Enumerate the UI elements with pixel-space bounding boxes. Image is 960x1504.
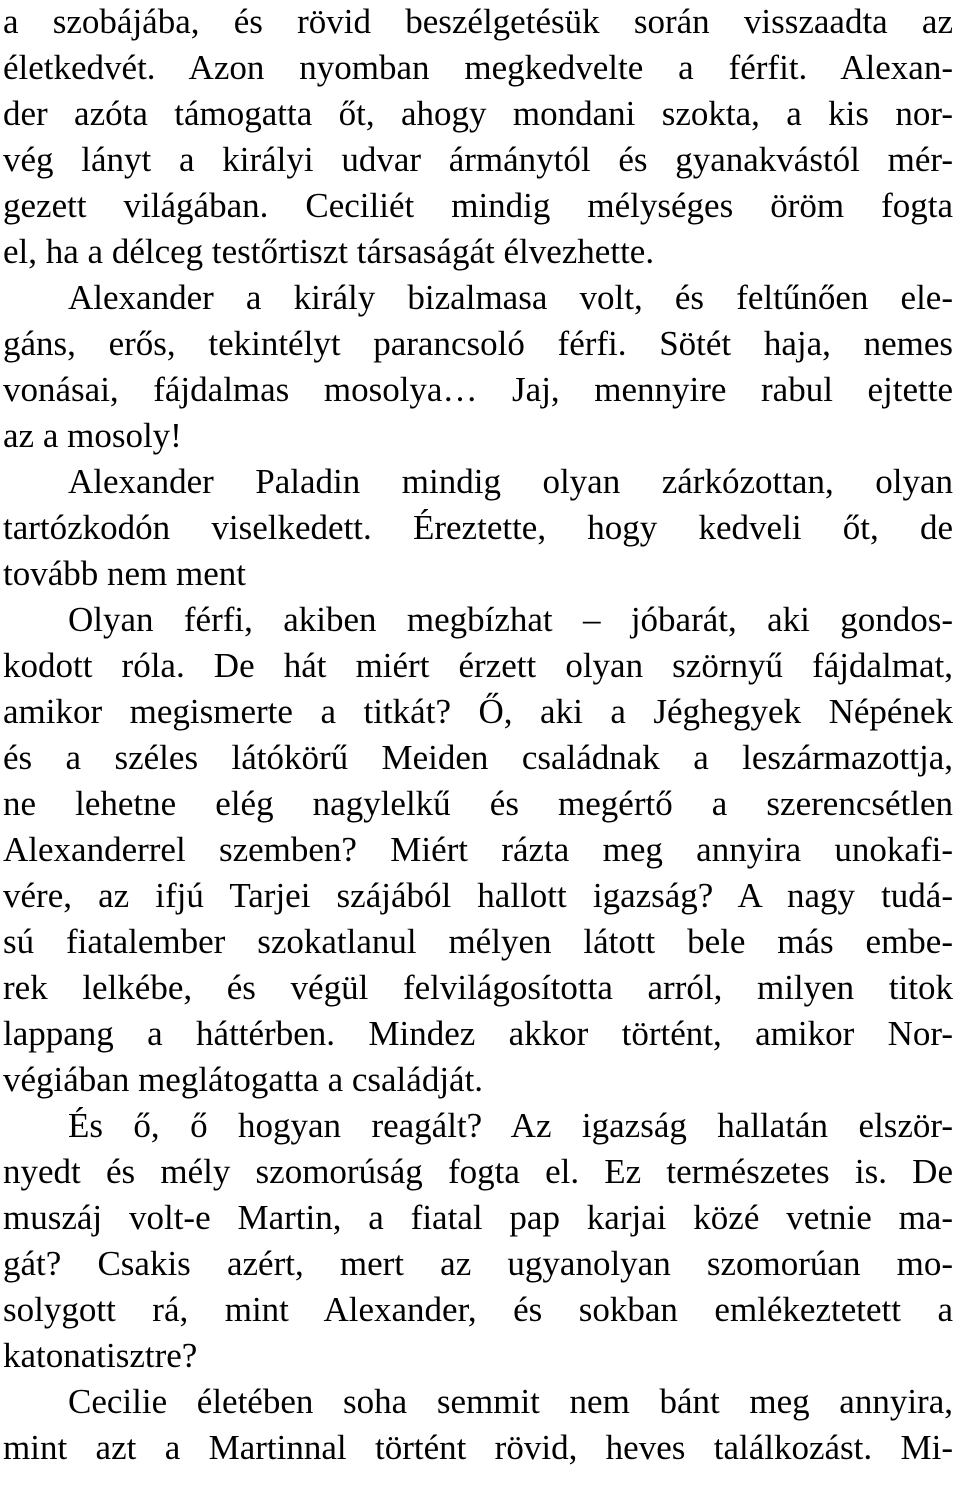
text-line: sú fiatalember szokatlanul mélyen látott bele más embe- bbox=[3, 922, 953, 961]
text-line: tartózkodón viselkedett. Éreztette, hogy kedveli őt, de bbox=[3, 508, 953, 547]
text-line: gát? Csakis azért, mert az ugyanolyan szomorúan mo- bbox=[3, 1244, 953, 1283]
text-line: ne lehetne elég nagylelkű és megértő a szerencsétlen bbox=[3, 784, 953, 823]
text-line: vég lányt a királyi udvar ármánytól és gyanakvástól mér- bbox=[3, 140, 953, 179]
text-line: amikor megismerte a titkát? Ő, aki a Jéghegyek Népének bbox=[3, 692, 953, 731]
text-line: muszáj volt-e Martin, a fiatal pap karjai közé vetnie ma- bbox=[3, 1198, 953, 1237]
text-line: Alexander Paladin mindig olyan zárkózottan, olyan bbox=[68, 462, 953, 501]
text-line: gáns, erős, tekintélyt parancsoló férfi. Sötét haja, nemes bbox=[3, 324, 953, 363]
text-line: solygott rá, mint Alexander, és sokban emlékeztetett a bbox=[3, 1290, 953, 1329]
text-line: nyedt és mély szomorúság fogta el. Ez természetes is. De bbox=[3, 1152, 953, 1191]
text-line: Olyan férfi, akiben megbízhat – jóbarát, aki gondos- bbox=[68, 600, 953, 639]
text-line: Cecilie életében soha semmit nem bánt meg annyira, bbox=[68, 1382, 953, 1421]
text-line: életkedvét. Azon nyomban megkedvelte a férfit. Alexan- bbox=[3, 48, 953, 87]
text-line: gezett világában. Ceciliét mindig mélységes öröm fogta bbox=[3, 186, 953, 225]
text-line: az a mosoly! bbox=[3, 416, 182, 455]
text-line: rek lelkébe, és végül felvilágosította arról, milyen titok bbox=[3, 968, 953, 1007]
text-line: vonásai, fájdalmas mosolya… Jaj, mennyire rabul ejtette bbox=[3, 370, 953, 409]
text-line: tovább nem ment bbox=[3, 554, 247, 593]
text-line: lappang a háttérben. Mindez akkor történt, amikor Nor- bbox=[3, 1014, 953, 1053]
text-line: Alexander a király bizalmasa volt, és feltűnően ele- bbox=[68, 278, 953, 317]
text-line: mint azt a Martinnal történt rövid, heves találkozást. Mi- bbox=[3, 1428, 953, 1467]
text-line: és a széles látókörű Meiden családnak a leszármazottja, bbox=[3, 738, 953, 777]
text-line: el, ha a délceg testőrtiszt társaságát élvezhette. bbox=[3, 232, 655, 271]
text-line: der azóta támogatta őt, ahogy mondani szokta, a kis nor- bbox=[3, 94, 953, 133]
text-line: kodott róla. De hát miért érzett olyan szörnyű fájdalmat, bbox=[3, 646, 953, 685]
text-line: a szobájába, és rövid beszélgetésük során visszaadta az bbox=[3, 2, 953, 41]
text-line: végiában meglátogatta a családját. bbox=[3, 1060, 484, 1099]
text-line: Alexanderrel szemben? Miért rázta meg annyira unokafi- bbox=[3, 830, 953, 869]
text-line: És ő, ő hogyan reagált? Az igazság hallatán elször- bbox=[68, 1106, 953, 1145]
text-line: vére, az ifjú Tarjei szájából hallott igazság? A nagy tudá- bbox=[3, 876, 953, 915]
text-line: katonatisztre? bbox=[3, 1336, 198, 1375]
